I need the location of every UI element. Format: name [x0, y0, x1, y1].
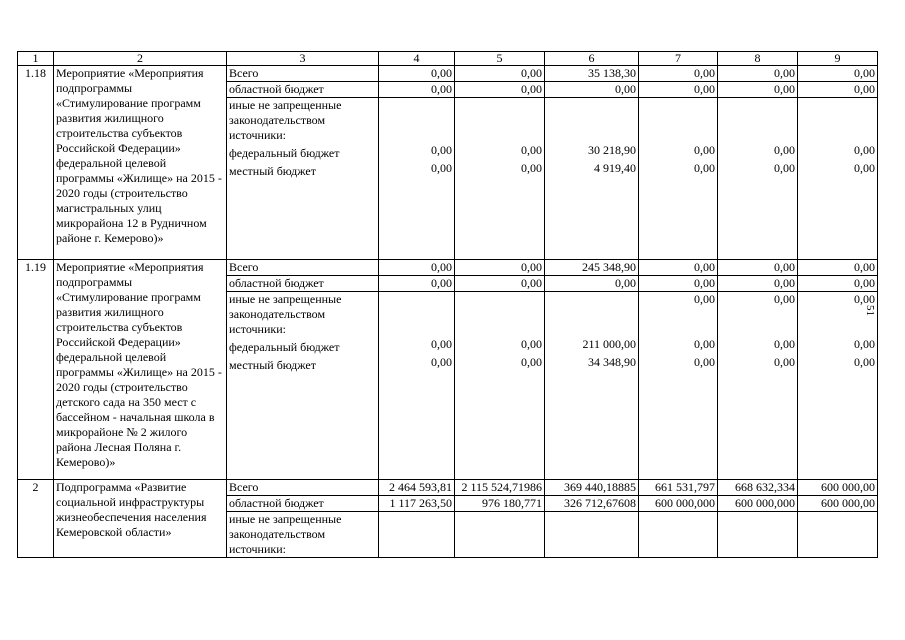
value-cell: 0,00 [639, 66, 718, 82]
source-label: областной бюджет [227, 276, 379, 292]
value-cell: 0,00 [455, 276, 545, 292]
value-cell: 0,00 [798, 260, 878, 276]
value-cell: 1 117 263,50 [379, 496, 455, 512]
value-cell: 0,00 0,00 0,00 [718, 292, 798, 480]
source-block [227, 292, 379, 480]
value-cell: 2 115 524,71986 [455, 480, 545, 496]
value-cell [798, 512, 878, 558]
budget-table [17, 51, 878, 558]
header-cell: 6 [545, 52, 639, 66]
value-cell: 0,00 0,00 [455, 98, 545, 260]
value-cell [545, 512, 639, 558]
value-cell: 30 218,90 4 919,40 [545, 98, 639, 260]
source-label: местный бюджет [229, 164, 316, 178]
row-name: Мероприятие «Мероприятия подпрограммы «Стимулирование программ развития жилищного строительства субъектов Российской Федерации» федеральной целевой программы «Жилище» на 2015 - 2020 годы (строительство детского сада на 350 мест с бассейном - начальная школа в микрорайоне № 2 жилого района Лесная Поляна г. Кемерово)» [54, 260, 227, 480]
value-cell: 0,00 0,00 0,00 [798, 292, 878, 480]
value-cell: 0,00 [545, 276, 639, 292]
table-row [18, 260, 878, 276]
row-name: Мероприятие «Мероприятия подпрограммы «Стимулирование программ развития жилищного строительства субъектов Российской Федерации» федеральной целевой программы «Жилище» на 2015 - 2020 годы (строительство магистральных улиц микрорайона 12 в Рудничном районе г. Кемерово)» [54, 66, 227, 260]
value-cell: 0,00 [379, 276, 455, 292]
row-number: 1.19 [18, 260, 54, 480]
value-cell: 600 000,000 [639, 496, 718, 512]
value-cell: 0,00 [379, 260, 455, 276]
value-cell: 661 531,797 [639, 480, 718, 496]
value-cell [718, 512, 798, 558]
source-label: местный бюджет [229, 358, 316, 372]
value-cell: 2 464 593,81 [379, 480, 455, 496]
value-cell [379, 512, 455, 558]
value-cell: 245 348,90 [545, 260, 639, 276]
row-number: 1.18 [18, 66, 54, 260]
value-cell: 0,00 [379, 66, 455, 82]
source-label: федеральный бюджет [229, 146, 340, 160]
table-row [18, 66, 878, 82]
table-row [18, 480, 878, 496]
header-cell: 2 [54, 52, 227, 66]
value-cell: 369 440,18885 [545, 480, 639, 496]
source-label: областной бюджет [227, 496, 379, 512]
value-cell: 0,00 0,00 0,00 [639, 292, 718, 480]
value-cell: 0,00 [455, 82, 545, 98]
value-cell: 0,00 [798, 82, 878, 98]
source-label: Всего [227, 480, 379, 496]
value-cell: 0,00 [718, 260, 798, 276]
source-label: областной бюджет [227, 82, 379, 98]
value-cell: 0,00 [379, 82, 455, 98]
value-cell: 976 180,771 [455, 496, 545, 512]
header-row [18, 52, 878, 66]
row-name: Подпрограмма «Развитие социальной инфраструктуры жизнеобеспечения населения Кемеровской области» [54, 480, 227, 558]
value-cell: 0,00 [798, 276, 878, 292]
value-cell: 600 000,00 [798, 496, 878, 512]
value-cell: 668 632,334 [718, 480, 798, 496]
source-block [227, 98, 379, 260]
value-cell: 0,00 0,00 [639, 98, 718, 260]
value-cell: 0,00 0,00 [379, 292, 455, 480]
value-cell: 35 138,30 [545, 66, 639, 82]
value-cell: 600 000,000 [718, 496, 798, 512]
value-cell: 600 000,00 [798, 480, 878, 496]
value-cell: 0,00 0,00 [379, 98, 455, 260]
value-cell: 0,00 [718, 276, 798, 292]
value-cell: 0,00 0,00 [455, 292, 545, 480]
header-cell: 1 [18, 52, 54, 66]
source-label: иные не запрещенные законодательством источники: [227, 512, 379, 558]
value-cell: 0,00 [455, 66, 545, 82]
value-cell: 0,00 [639, 82, 718, 98]
value-cell: 0,00 0,00 [718, 98, 798, 260]
header-cell: 3 [227, 52, 379, 66]
source-label: иные не запрещенные законодательством источники: [229, 292, 342, 336]
source-label: Всего [227, 66, 379, 82]
header-cell: 9 [798, 52, 878, 66]
header-cell: 8 [718, 52, 798, 66]
page-number: 51 [864, 305, 876, 316]
value-cell: 0,00 [455, 260, 545, 276]
value-cell: 0,00 [798, 66, 878, 82]
header-cell: 7 [639, 52, 718, 66]
row-number: 2 [18, 480, 54, 558]
value-cell: 0,00 0,00 [798, 98, 878, 260]
value-cell: 211 000,00 34 348,90 [545, 292, 639, 480]
header-cell: 4 [379, 52, 455, 66]
value-cell: 0,00 [639, 260, 718, 276]
value-cell [455, 512, 545, 558]
value-cell: 0,00 [718, 82, 798, 98]
value-cell: 326 712,67608 [545, 496, 639, 512]
header-cell: 5 [455, 52, 545, 66]
source-label: федеральный бюджет [229, 340, 340, 354]
value-cell: 0,00 [545, 82, 639, 98]
value-cell: 0,00 [718, 66, 798, 82]
source-label: Всего [227, 260, 379, 276]
value-cell [639, 512, 718, 558]
source-label: иные не запрещенные законодательством источники: [229, 98, 342, 142]
value-cell: 0,00 [639, 276, 718, 292]
